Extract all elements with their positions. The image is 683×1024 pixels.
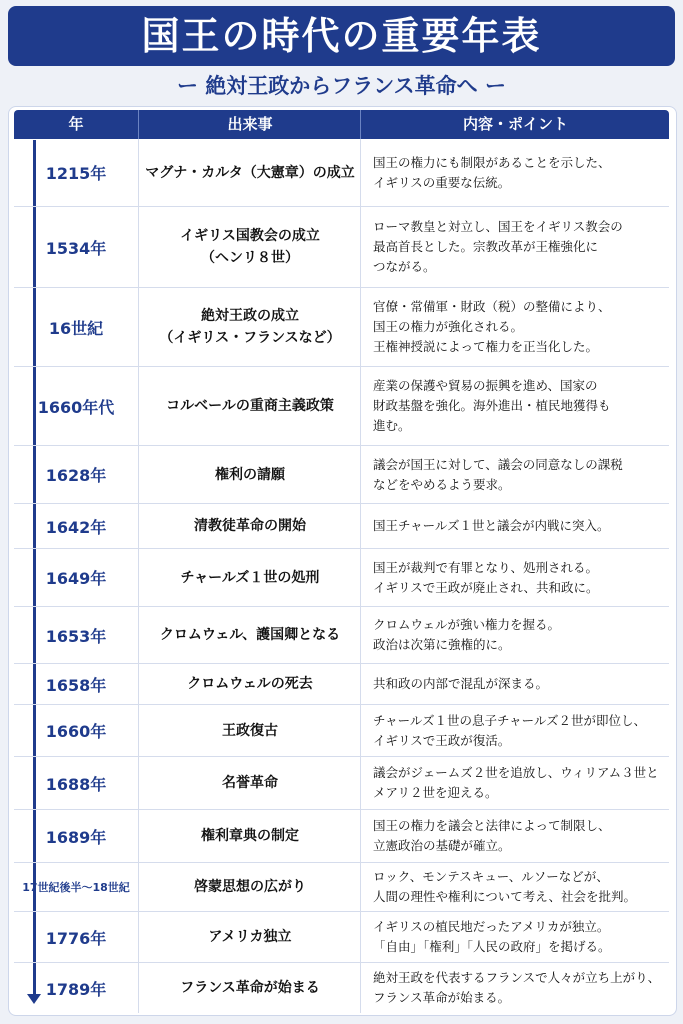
- row-detail: 議会が国王に対して、議会の同意なしの課税 などをやめるよう要求。: [360, 446, 670, 503]
- row-year: 1658年: [45, 675, 107, 695]
- row-event: フランス革命が始まる: [138, 963, 361, 1013]
- row-year: 1534年: [45, 238, 107, 258]
- row-detail: チャールズ１世の息子チャールズ２世が即位し、 イギリスで王政が復活。: [360, 705, 670, 756]
- header-detail: 内容・ポイント: [360, 110, 670, 139]
- row-event: 権利章典の制定: [138, 810, 361, 862]
- row-event: クロムウェルの死去: [138, 664, 361, 704]
- table-row: [14, 367, 669, 446]
- header-year: 年: [68, 115, 84, 133]
- row-event: イギリス国教会の成立 （ヘンリ８世）: [138, 207, 361, 287]
- page-subtitle: ー 絶対王政からフランス革命へ ー: [177, 74, 506, 98]
- row-year: 17世紀後半〜18世紀: [22, 881, 130, 894]
- row-detail: 共和政の内部で混乱が深まる。: [360, 664, 670, 704]
- row-year: 1628年: [45, 466, 107, 485]
- row-event: 王政復古: [138, 705, 361, 756]
- row-event: チャールズ１世の処刑: [138, 549, 361, 606]
- timeline-table: [14, 139, 669, 1013]
- row-detail: 国王チャールズ１世と議会が内戦に突入。: [360, 504, 670, 548]
- row-year: 1689年: [45, 827, 107, 847]
- row-event: クロムウェル、護国卿となる: [138, 607, 361, 663]
- table-row: [14, 207, 669, 288]
- row-event: 啓蒙思想の広がり: [138, 863, 361, 911]
- row-event: 権利の請願: [138, 446, 361, 503]
- row-detail: イギリスの植民地だったアメリカが独立。 「自由」「権利」「人民の政府」を掲げる。: [360, 912, 670, 962]
- table-row: [14, 139, 669, 207]
- row-year: 1789年: [45, 979, 107, 999]
- table-row: [14, 288, 669, 367]
- row-year: 1642年: [45, 517, 107, 537]
- row-detail: 産業の保護や貿易の振興を進め、国家の 財政基盤を強化。海外進出・植民地獲得も 進む。: [360, 367, 670, 445]
- table-row: [14, 810, 669, 863]
- row-detail: ロック、モンテスキュー、ルソーなどが、 人間の理性や権利について考え、社会を批判。: [360, 863, 670, 911]
- header-event: 出来事: [138, 110, 361, 139]
- row-event: アメリカ独立: [138, 912, 361, 962]
- table-row: [14, 504, 669, 549]
- row-detail: 官僚・常備軍・財政（税）の整備により、 国王の権力が強化される。 王権神授説によって権力を正当化した。: [360, 288, 670, 366]
- row-year: 1660年代: [37, 397, 115, 417]
- table-row: [14, 664, 669, 705]
- table-row: [14, 963, 669, 1013]
- row-year: 1776年: [45, 928, 107, 948]
- table-row: [14, 549, 669, 607]
- table-header: [14, 110, 669, 139]
- row-event: コルベールの重商主義政策: [138, 367, 361, 445]
- row-event: 絶対王政の成立 （イギリス・フランスなど）: [138, 288, 361, 366]
- row-year: 1649年: [45, 569, 107, 588]
- row-detail: ローマ教皇と対立し、国王をイギリス教会の 最高首長とした。宗教改革が王権強化に つながる。: [360, 207, 670, 287]
- row-detail: 国王の権力を議会と法律によって制限し、 立憲政治の基礎が確立。: [360, 810, 670, 862]
- row-year: 16世紀: [48, 318, 104, 338]
- row-detail: クロムウェルが強い権力を握る。 政治は次第に強権的に。: [360, 607, 670, 663]
- row-year: 1660年: [45, 722, 107, 741]
- row-event: マグナ・カルタ（大憲章）の成立: [138, 139, 361, 206]
- table-row: [14, 863, 669, 912]
- row-detail: 国王が裁判で有罪となり、処刑される。 イギリスで王政が廃止され、共和政に。: [360, 549, 670, 606]
- row-detail: 絶対王政を代表するフランスで人々が立ち上がり、 フランス革命が始まる。: [360, 963, 670, 1013]
- row-year: 1215年: [45, 164, 107, 183]
- row-event: 名誉革命: [138, 757, 361, 809]
- row-detail: 国王の権力にも制限があることを示した、 イギリスの重要な伝統。: [360, 139, 670, 206]
- table-row: [14, 446, 669, 504]
- row-year: 1653年: [45, 626, 107, 646]
- table-row: [14, 757, 669, 810]
- page-title: 国王の時代の重要年表: [8, 6, 675, 66]
- table-row: [14, 912, 669, 963]
- row-event: 清教徒革命の開始: [138, 504, 361, 548]
- row-detail: 議会がジェームズ２世を追放し、ウィリアム３世と メアリ２世を迎える。: [360, 757, 670, 809]
- table-row: [14, 607, 669, 664]
- row-year: 1688年: [45, 774, 107, 794]
- table-row: [14, 705, 669, 757]
